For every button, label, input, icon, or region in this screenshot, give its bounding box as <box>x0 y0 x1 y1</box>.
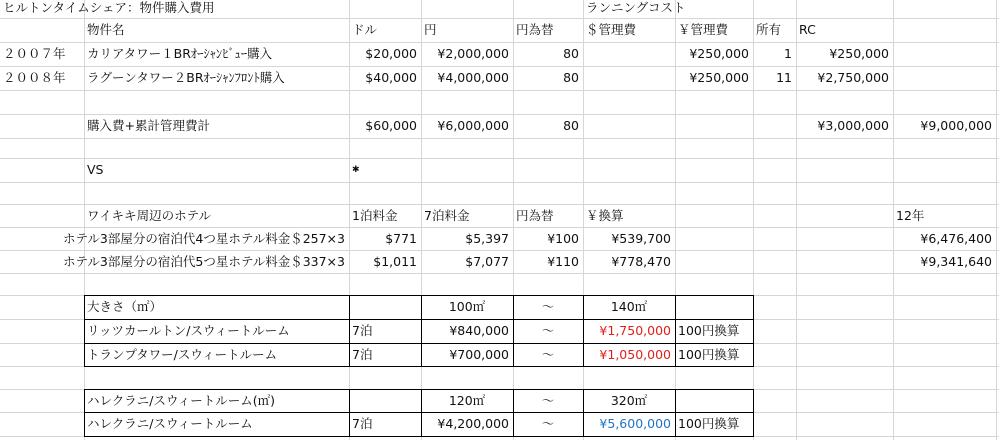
hotels-header-rate[interactable]: 円為替 <box>516 208 554 223</box>
hotel-rate[interactable]: ¥100 <box>547 231 579 246</box>
total-rc-sum[interactable]: ¥3,000,000 <box>817 118 889 133</box>
purchase-rc[interactable]: ¥250,000 <box>829 46 889 61</box>
purchase-rc[interactable]: ¥2,750,000 <box>817 70 889 85</box>
suite-name[interactable]: リッツカールトン/スウィートルーム <box>87 323 290 338</box>
suite-high-price[interactable]: ¥1,750,000 <box>599 323 671 338</box>
suite-price[interactable]: ¥840,000 <box>449 323 509 338</box>
purchase-owned[interactable]: 11 <box>776 70 792 85</box>
halekulani-tilde[interactable]: ～ <box>541 416 555 431</box>
hotels-header-label[interactable]: ワイキキ周辺のホテル <box>87 208 212 223</box>
header-name[interactable]: 物件名 <box>87 22 125 37</box>
total-grand[interactable]: ¥9,000,000 <box>920 118 992 133</box>
hotels-header-years[interactable]: 12年 <box>896 208 925 223</box>
suite-note[interactable]: 100円換算 <box>678 347 740 362</box>
suite-high-price[interactable]: ¥1,050,000 <box>599 347 671 362</box>
purchase-jpy-mgmt[interactable]: ¥250,000 <box>689 70 749 85</box>
hotels-header-one-night[interactable]: 1泊料金 <box>352 208 398 223</box>
purchase-rate[interactable]: 80 <box>563 70 579 85</box>
suite-nights[interactable]: 7泊 <box>352 323 373 338</box>
vs-label[interactable]: VS <box>87 162 104 177</box>
total-usd[interactable]: $60,000 <box>365 118 417 133</box>
purchase-jpy[interactable]: ¥2,000,000 <box>437 46 509 61</box>
sheet-title[interactable]: ヒルトンタイムシェア：物件購入費用 <box>3 0 215 15</box>
hotel-one-night[interactable]: $771 <box>385 231 417 246</box>
hotel-twelve-years[interactable]: ¥9,341,640 <box>920 254 992 269</box>
suite-tilde[interactable]: ～ <box>541 323 555 338</box>
marker-icon: ✱ <box>352 165 360 175</box>
header-rc[interactable]: RC <box>799 22 816 37</box>
halekulani-price[interactable]: ¥4,200,000 <box>437 416 509 431</box>
purchase-usd[interactable]: $40,000 <box>365 70 417 85</box>
hotel-converted[interactable]: ¥778,470 <box>611 254 671 269</box>
purchase-name[interactable]: カリアタワー１BRｵｰｼｬﾝﾋﾞｭｰ購入 <box>87 46 273 61</box>
purchase-rate[interactable]: 80 <box>563 46 579 61</box>
hotel-twelve-years[interactable]: ¥6,476,400 <box>920 231 992 246</box>
purchase-owned[interactable]: 1 <box>784 46 792 61</box>
size-tilde[interactable]: ～ <box>541 299 555 314</box>
halekulani-nights[interactable]: 7泊 <box>352 416 373 431</box>
halekulani-size-to[interactable]: 320㎡ <box>610 393 648 408</box>
purchase-year[interactable]: ２００８年 <box>3 70 66 85</box>
purchase-jpy[interactable]: ¥4,000,000 <box>437 70 509 85</box>
hotel-seven-night[interactable]: $7,077 <box>465 254 509 269</box>
running-cost-label[interactable]: ランニングコスト <box>586 0 686 15</box>
purchase-name[interactable]: ラグーンタワー２BRｵｰｼｬﾝﾌﾛﾝﾄ購入 <box>87 70 285 85</box>
hotels-header-converted[interactable]: ￥換算 <box>586 208 624 223</box>
header-usd-mgmt[interactable]: ＄管理費 <box>586 22 637 37</box>
purchase-jpy-mgmt[interactable]: ¥250,000 <box>689 46 749 61</box>
size-from[interactable]: 100㎡ <box>448 299 486 314</box>
total-rate[interactable]: 80 <box>563 118 579 133</box>
total-label[interactable]: 購入費+累計管理費計 <box>87 118 210 133</box>
halekulani-name[interactable]: ハレクラニ/スウィートルーム <box>87 416 253 431</box>
hotels-header-seven-night[interactable]: 7泊料金 <box>424 208 470 223</box>
suite-tilde[interactable]: ～ <box>541 347 555 362</box>
header-jpy[interactable]: 円 <box>424 22 437 37</box>
purchase-usd[interactable]: $20,000 <box>365 46 417 61</box>
suite-note[interactable]: 100円換算 <box>678 323 740 338</box>
suite-price[interactable]: ¥700,000 <box>449 347 509 362</box>
hotel-converted[interactable]: ¥539,700 <box>611 231 671 246</box>
halekulani-size-tilde[interactable]: ～ <box>541 393 555 408</box>
suite-name[interactable]: トランプタワー/スウィートルーム <box>87 347 278 362</box>
size-label[interactable]: 大きさ（㎡） <box>87 299 163 314</box>
halekulani-size-label[interactable]: ハレクラニ/スウィートルーム(㎡) <box>87 393 275 408</box>
size-to[interactable]: 140㎡ <box>610 299 648 314</box>
hotel-rate[interactable]: ¥110 <box>547 254 579 269</box>
purchase-year[interactable]: ２００７年 <box>3 46 66 61</box>
header-rate[interactable]: 円為替 <box>516 22 554 37</box>
header-owned[interactable]: 所有 <box>756 22 782 37</box>
halekulani-high-price[interactable]: ¥5,600,000 <box>599 416 671 431</box>
hotel-one-night[interactable]: $1,011 <box>373 254 417 269</box>
hotel-name[interactable]: ホテル3部屋分の宿泊代5つ星ホテル料金＄337×3 <box>63 254 345 269</box>
hotel-name[interactable]: ホテル3部屋分の宿泊代4つ星ホテル料金＄257×3 <box>63 231 345 246</box>
header-jpy-mgmt[interactable]: ￥管理費 <box>678 22 729 37</box>
suite-nights[interactable]: 7泊 <box>352 347 373 362</box>
hotel-seven-night[interactable]: $5,397 <box>465 231 509 246</box>
total-jpy[interactable]: ¥6,000,000 <box>437 118 509 133</box>
halekulani-size-from[interactable]: 120㎡ <box>448 393 486 408</box>
halekulani-note[interactable]: 100円換算 <box>678 416 740 431</box>
header-usd[interactable]: ドル <box>352 22 378 37</box>
